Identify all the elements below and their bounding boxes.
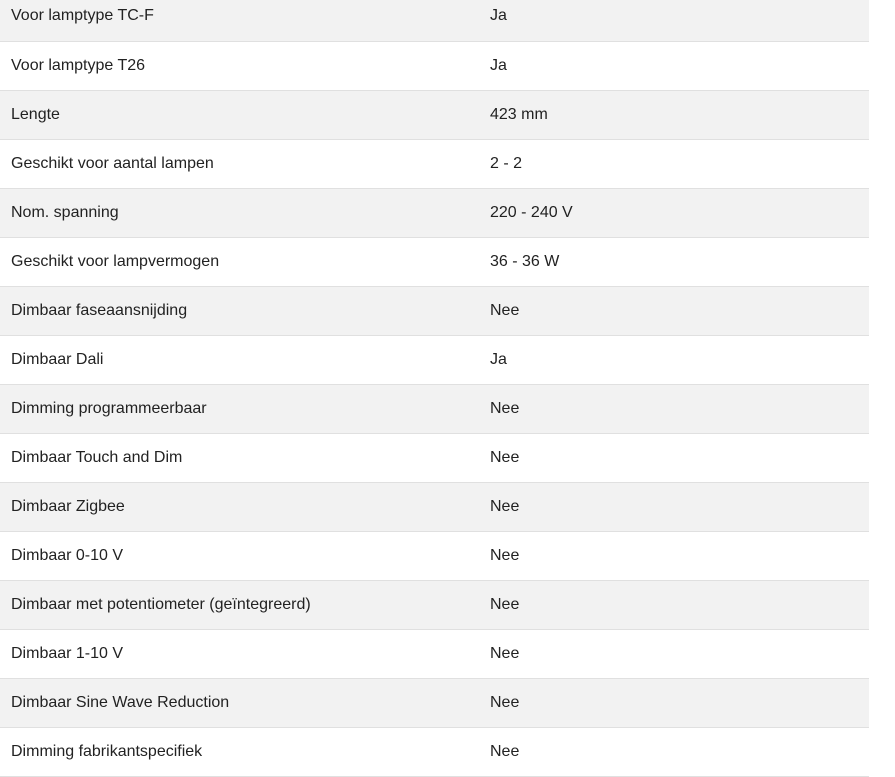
spec-value: Nee: [490, 399, 520, 417]
spec-label: Dimbaar faseaansnijding: [11, 301, 188, 319]
spec-label: Geschikt voor aantal lampen: [11, 154, 214, 172]
spec-row-lampvermogen: [0, 237, 869, 286]
spec-value: Nee: [490, 693, 520, 711]
spec-value: Nee: [490, 742, 520, 760]
spec-label: Dimbaar 1-10 V: [11, 644, 124, 662]
spec-row-dimbaar-touch-and-dim: [0, 433, 869, 482]
spec-row-dimbaar-1-10-v: [0, 629, 869, 678]
spec-value: 423 mm: [490, 105, 548, 123]
spec-row-dimbaar-zigbee: [0, 482, 869, 531]
spec-row-aantal-lampen: [0, 139, 869, 188]
spec-value: Nee: [490, 546, 520, 564]
spec-value: Nee: [490, 497, 520, 515]
spec-value: 2 - 2: [490, 154, 523, 172]
spec-value: Ja: [490, 56, 507, 74]
spec-label: Voor lamptype T26: [11, 56, 146, 74]
spec-row-dimbaar-dali: [0, 335, 869, 384]
spec-value: Ja: [490, 350, 507, 368]
spec-row-dimming-fabrikantspecifiek: [0, 727, 869, 776]
spec-label: Dimming fabrikantspecifiek: [11, 742, 203, 760]
spec-row-dimbaar-faseaansnijding: [0, 286, 869, 335]
spec-label: Dimbaar 0-10 V: [11, 546, 124, 564]
spec-row-dimbaar-sine-wave-reduction: [0, 678, 869, 727]
spec-value: Nee: [490, 595, 520, 613]
spec-label: Dimbaar Zigbee: [11, 497, 125, 515]
spec-label: Dimbaar Touch and Dim: [11, 448, 183, 466]
spec-row-dimbaar-0-10-v: [0, 531, 869, 580]
spec-label: Dimbaar met potentiometer (geïntegreerd): [11, 595, 311, 613]
spec-row-dimbaar-potentiometer: [0, 580, 869, 629]
spec-label: Voor lamptype TC-F: [11, 7, 154, 25]
spec-row-lengte: [0, 90, 869, 139]
spec-label: Dimbaar Dali: [11, 350, 104, 368]
spec-value: 220 - 240 V: [490, 203, 573, 221]
spec-value: Nee: [490, 448, 520, 466]
spec-row-lamptype-tc-f: [0, 0, 869, 41]
spec-value: 36 - 36 W: [490, 252, 560, 270]
spec-row-lamptype-t26: [0, 41, 869, 90]
spec-row-nom-spanning: [0, 188, 869, 237]
spec-label: Nom. spanning: [11, 203, 119, 221]
spec-label: Geschikt voor lampvermogen: [11, 252, 220, 270]
spec-label: Lengte: [11, 105, 60, 123]
spec-label: Dimming programmeerbaar: [11, 399, 207, 417]
spec-value: Nee: [490, 301, 520, 319]
spec-label: Dimbaar Sine Wave Reduction: [11, 693, 230, 711]
spec-value: Nee: [490, 644, 520, 662]
spec-value: Ja: [490, 7, 507, 25]
spec-row-dimming-programmeerbaar: [0, 384, 869, 433]
